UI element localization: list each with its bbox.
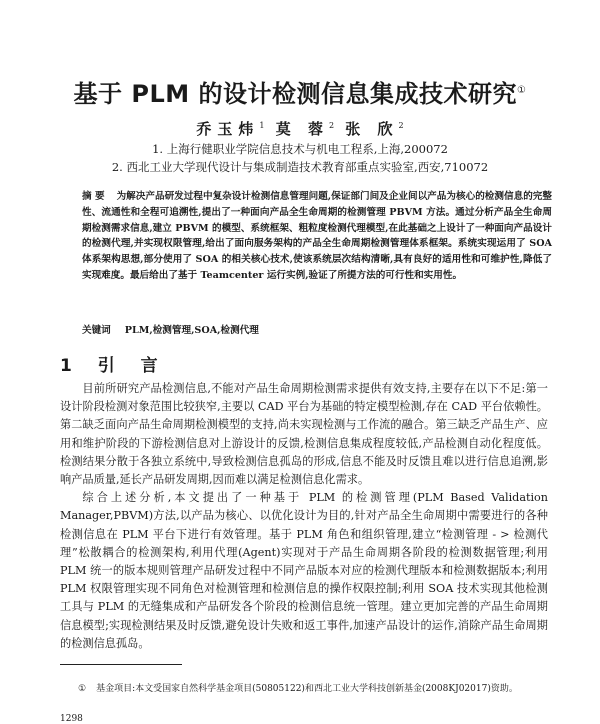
footnote-text: 基金项目:本文受国家自然科学基金项目(50805122)和西北工业大学科技创新基金(2008KJ02017)资助。 <box>96 684 518 694</box>
abstract-label: 摘 要 <box>82 191 105 202</box>
affiliation-1: 1. 上海行健职业学院信息技术与机电工程系,上海,200072 <box>152 142 448 156</box>
footnote-marker: ① <box>78 684 87 694</box>
keywords-label: 关键词 <box>82 325 111 336</box>
affiliation-2: 2. 西北工业大学现代设计与集成制造技术教育部重点实验室,西安,710072 <box>111 160 489 174</box>
section-title: 引 言 <box>97 356 168 376</box>
keywords-block <box>82 322 552 336</box>
keywords-text: PLM,检测管理,SOA,检测代理 <box>124 325 259 336</box>
author-name: 莫 蓉 <box>275 120 329 138</box>
paper-title-text: 基于 PLM 的设计检测信息集成技术研究 <box>73 80 517 108</box>
author-affiliation-mark: 1 <box>259 121 265 130</box>
body-paragraph: 目前所研究产品检测信息,不能对产品生命周期检测需求提供有效支持,主要存在以下不足:第一设计阶段检测对象范围比较狭窄,主要以 CAD 平台为基础的特定模型检测,存在 CAD 平台依赖性。第二缺乏面向产品生命周期检测模型的支持,尚未实现检测与工作流的融合。第三缺乏产品生产、应用和维护阶段的下游检测信息对上游设计的反馈,检测信息集成程度较低,产品检测自动化程度低。检测结果分散于各独立系统中,导致检测信息孤岛的形成,信息不能及时反馈且难以进行信息追溯,影响产品质量,延长产品研发周期,因而难以满足检测信息化需求。 <box>60 382 548 487</box>
page-number: 1298 <box>60 714 83 724</box>
author-name: 张 欣 <box>345 120 399 138</box>
body-text <box>60 380 548 653</box>
author-affiliation-mark: 2 <box>398 121 404 130</box>
section-heading <box>60 351 168 376</box>
author-line <box>0 118 600 139</box>
title-footnote-marker: ① <box>517 85 527 96</box>
body-paragraph: 综合上述分析,本文提出了一种基于 PLM 的检测管理(PLM Based Validation Manager,PBVM)方法,以产品为核心、以优化设计为目的,针对产品全生命周期中需要进行的各种检测信息在 PLM 平台下进行有效管理。基于 PLM 角色和组织管理,建立“检测管理 - > 检测代理”松散耦合的检测架构,利用代理(Agent)实现对于产品生命周期各阶段的检测数据管理;利用 PLM 统一的版本规则管理产品研发过程中不同产品版本对应的检测代理版本和检测数据版本;利用 PLM 权限管理实现不同角色对检测管理和检测信息的操作权限控制;利用 SOA 技术实现其他检测工具与 PLM 的无缝集成和产品研发各个阶段的检测信息统一管理。建立更加完善的产品生命周期信息模型;实现检测结果及时反馈,避免设计失败和返工事件,加速产品设计的运作,消除产品生命周期的检测信息孤岛。 <box>60 491 548 650</box>
footnote-divider <box>60 664 182 665</box>
section-number: 1 <box>60 356 82 376</box>
abstract-block <box>82 189 552 284</box>
paper-title <box>0 74 600 109</box>
footnote <box>78 682 548 697</box>
abstract-text: 为解决产品研发过程中复杂设计检测信息管理问题,保证部门间及企业间以产品为核心的检测信息的完整性、流通性和全程可追溯性,提出了一种面向产品全生命周期的检测管理 PBVM 方法。通过分析产品全生命周期检测需求信息,建立 PBVM 的模型、系统框架、粗粒度检测代理模型,在此基础之上设计了一种面向产品设计的检测代理,并实现权限管理,给出了面向服务架构的产品全生命周期检测管理体系框架。系统实现运用了 SOA 体系架构思想,部分使用了 SOA 的相关核心技术,使该系统层次结构清晰,具有良好的适用性和可维护性,降低了实现难度。最后给出了基于 Teamcenter 运行实例,验证了所提方法的可行性和实用性。 <box>82 191 553 281</box>
author-affiliation-mark: 2 <box>328 121 335 130</box>
author-name: 乔玉炜 <box>196 120 260 138</box>
